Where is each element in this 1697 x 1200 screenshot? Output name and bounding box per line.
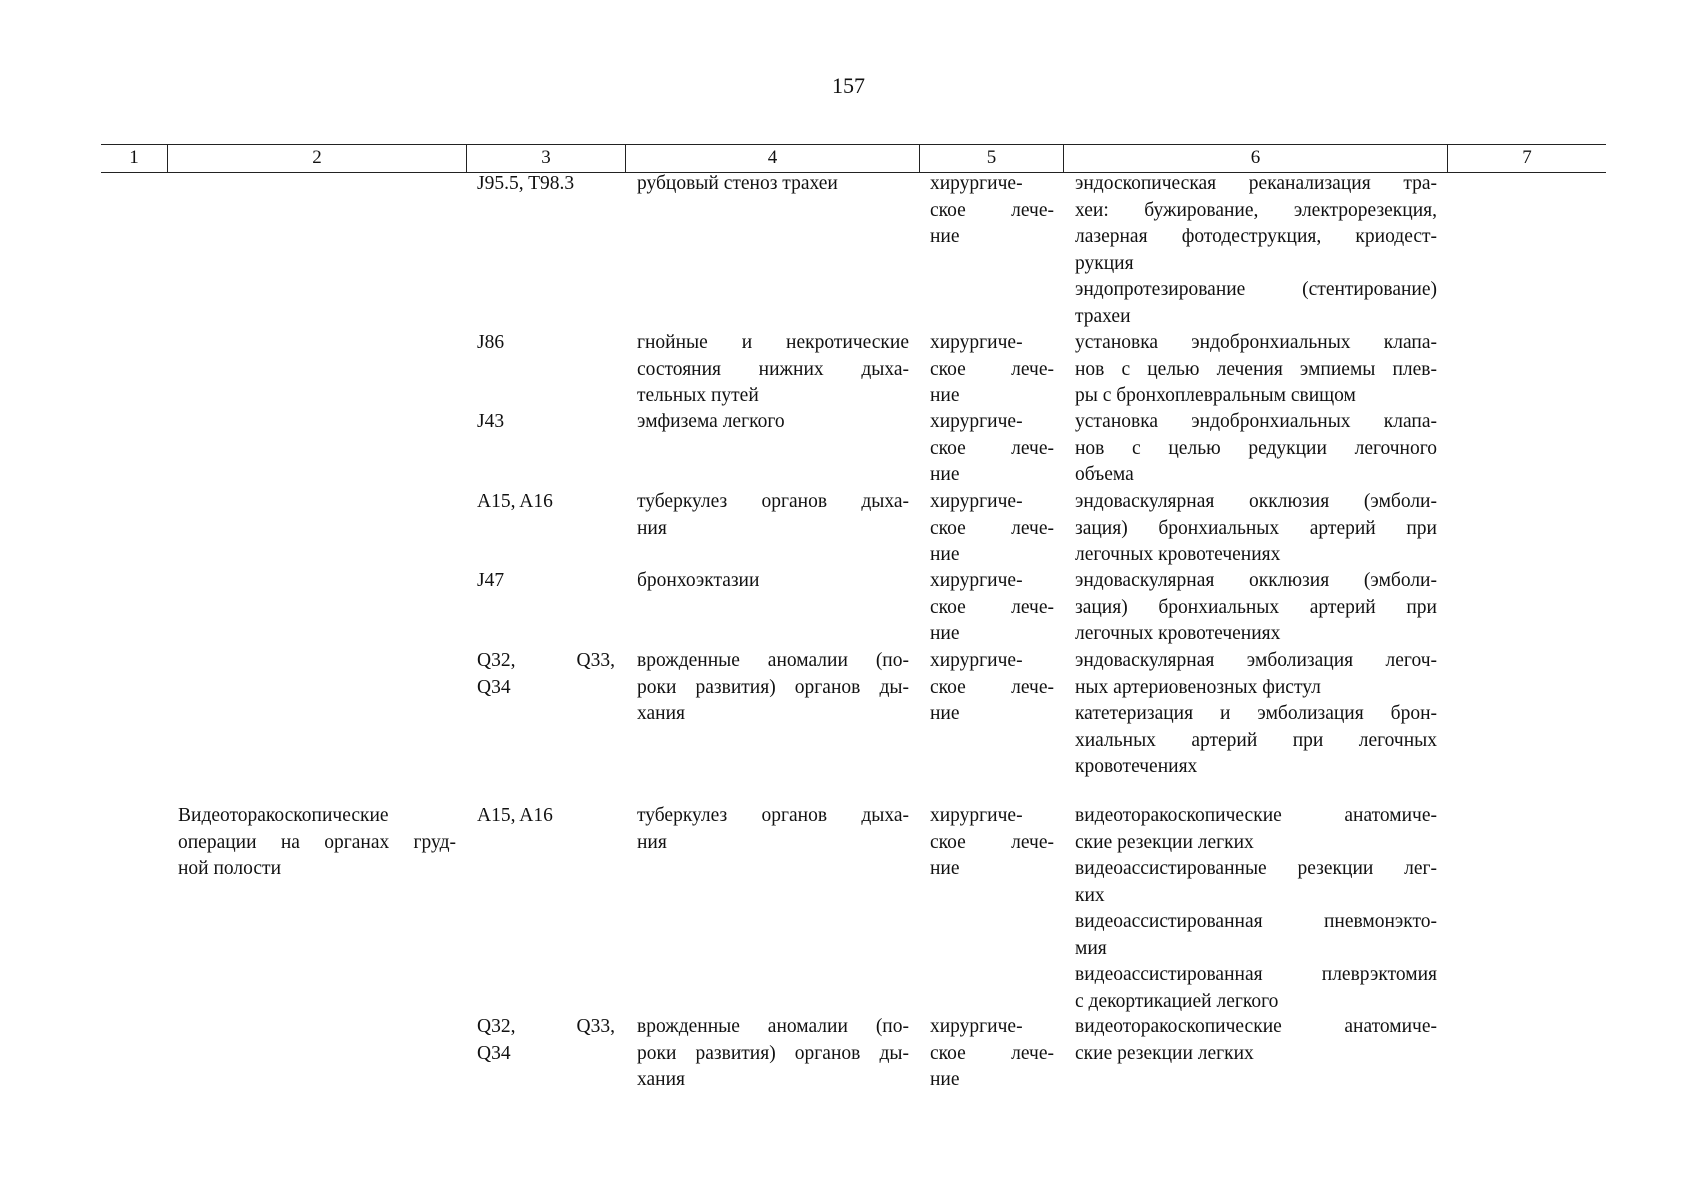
row-treatment-line: хирургиче- [930, 570, 1023, 591]
row-treatment-line: ское лече- [930, 517, 1054, 539]
row-condition [637, 330, 909, 410]
row-code-line: J95.5, T98.3 [477, 173, 575, 194]
row-condition [637, 409, 909, 436]
row-treatment-line: хирургиче- [930, 411, 1023, 432]
row-method-line: трахеи [1075, 305, 1131, 327]
header-col-6: 6 [1063, 145, 1447, 172]
row-code [477, 568, 615, 595]
row-treatment-line: хирургиче- [930, 491, 1023, 512]
row-treatment-line: ское лече- [930, 1042, 1054, 1064]
row-condition-line: ния [637, 517, 667, 539]
row-condition-line: бронхоэктазии [637, 570, 760, 591]
row-method-line: катетеризация и эмболизация брон- [1075, 703, 1437, 724]
row-method [1075, 409, 1437, 489]
row-method [1075, 568, 1437, 648]
row-condition-line: туберкулез органов дыха- [637, 491, 909, 512]
row-code-line: J47 [477, 570, 505, 591]
section-title-line: ной полости [178, 858, 282, 879]
row-code-line: J43 [477, 411, 505, 432]
row-code [477, 1014, 615, 1067]
row-method-line: ские резекции легких [1075, 1042, 1254, 1064]
row-method [1075, 803, 1437, 1015]
row-treatment [930, 171, 1054, 251]
row-method-line: установка эндобронхиальных клапа- [1075, 332, 1437, 353]
row-condition-line: эмфизема легкого [637, 411, 785, 432]
row-condition-line: роки развития) органов ды- [637, 676, 909, 698]
row-method-line: эндоваскулярная окклюзия (эмболи- [1075, 491, 1437, 512]
row-code [477, 330, 615, 357]
row-method-line: нов с целью редукции легочного [1075, 437, 1437, 459]
row-condition-line: врожденные аномалии (по- [637, 1016, 909, 1037]
row-treatment-line: ское лече- [930, 676, 1054, 698]
header-col-5: 5 [919, 145, 1063, 172]
row-condition [637, 648, 909, 728]
row-condition-line: тельных путей [637, 385, 759, 406]
row-condition [637, 1014, 909, 1094]
row-method-line: видеоассистированная плеврэктомия [1075, 964, 1437, 985]
row-treatment-line: ние [930, 1069, 960, 1090]
row-method-line: эндопротезирование (стентирование) [1075, 279, 1437, 300]
row-code [477, 489, 615, 516]
row-treatment-line: ское лече- [930, 596, 1054, 618]
row-method-line: легочных кровотечениях [1075, 544, 1281, 565]
row-treatment [930, 568, 1054, 648]
row-treatment-line: ское лече- [930, 358, 1054, 380]
row-condition-line: туберкулез органов дыха- [637, 805, 909, 826]
row-condition-line: роки развития) органов ды- [637, 1042, 909, 1064]
row-method-line: ных артериовенозных фистул [1075, 676, 1321, 698]
row-code-line: Q32, Q33, [477, 650, 615, 671]
row-method-line: нов с целью лечения эмпиемы плев- [1075, 358, 1437, 380]
row-treatment-line: хирургиче- [930, 173, 1023, 194]
row-condition-line: состояния нижних дыха- [637, 358, 909, 380]
row-method-line: эндоваскулярная окклюзия (эмболи- [1075, 570, 1437, 591]
page-number: 157 [832, 73, 865, 98]
row-treatment-line: ние [930, 385, 960, 406]
header-col-7: 7 [1447, 145, 1606, 172]
row-treatment-line: ние [930, 226, 960, 247]
row-condition-line: рубцовый стеноз трахеи [637, 173, 838, 194]
row-condition-line: хания [637, 703, 685, 724]
row-method-line: видеоассистированные резекции лег- [1075, 858, 1437, 879]
row-treatment-line: ское лече- [930, 199, 1054, 221]
row-condition-line: врожденные аномалии (по- [637, 650, 909, 671]
row-code-line: A15, A16 [477, 491, 553, 512]
section-title-line: Видеоторакоскопические [178, 805, 389, 826]
row-treatment [930, 409, 1054, 489]
row-treatment [930, 648, 1054, 728]
row-method-line: видеоторакоскопические анатомиче- [1075, 805, 1437, 826]
row-treatment-line: ние [930, 623, 960, 644]
row-condition [637, 489, 909, 542]
row-method-line: зация) бронхиальных артерий при [1075, 596, 1437, 618]
row-method-line: кровотечениях [1075, 756, 1198, 777]
header-col-1: 1 [129, 147, 139, 168]
row-treatment-line: хирургиче- [930, 805, 1023, 826]
row-condition [637, 803, 909, 856]
row-condition-line: ния [637, 831, 667, 853]
row-code-line: A15, A16 [477, 805, 553, 826]
section-title-line: операции на органах груд- [178, 831, 456, 853]
row-condition [637, 171, 909, 198]
row-treatment-line: ние [930, 464, 960, 485]
row-method [1075, 171, 1437, 330]
row-code-line: J86 [477, 332, 505, 353]
row-method [1075, 489, 1437, 569]
row-treatment-line: хирургиче- [930, 332, 1023, 353]
row-method-line: видеоассистированная пневмонэкто- [1075, 911, 1437, 932]
row-treatment-line: ское лече- [930, 831, 1054, 853]
row-method-line: ры с бронхоплевральным свищом [1075, 385, 1356, 406]
row-method-line: рукция [1075, 252, 1134, 274]
section-title [178, 803, 456, 883]
row-method-line: объема [1075, 464, 1134, 485]
row-condition [637, 568, 909, 595]
row-method-line: хиальных артерий при легочных [1075, 729, 1437, 751]
row-treatment-line: ние [930, 544, 960, 565]
header-col-4: 4 [625, 145, 919, 172]
row-treatment-line: хирургиче- [930, 1016, 1023, 1037]
row-code [477, 409, 615, 436]
row-condition-line: хания [637, 1069, 685, 1090]
row-method-line: ские резекции легких [1075, 831, 1254, 853]
row-treatment-line: хирургиче- [930, 650, 1023, 671]
row-method-line: легочных кровотечениях [1075, 623, 1281, 644]
row-treatment-line: ское лече- [930, 437, 1054, 459]
table-header [101, 144, 1606, 173]
row-code-line: Q32, Q33, [477, 1016, 615, 1037]
row-code [477, 648, 615, 701]
row-condition-line: гнойные и некротические [637, 332, 909, 353]
row-method-line: мия [1075, 937, 1107, 959]
row-treatment [930, 330, 1054, 410]
header-col-2: 2 [167, 145, 466, 172]
row-method-line: зация) бронхиальных артерий при [1075, 517, 1437, 539]
row-code-line: Q34 [477, 676, 511, 698]
row-method [1075, 330, 1437, 410]
row-method-line: хеи: бужирование, электрорезекция, [1075, 199, 1437, 221]
row-treatment-line: ние [930, 858, 960, 879]
row-method-line: лазерная фотодеструкция, криодест- [1075, 226, 1437, 247]
row-method-line: видеоторакоскопические анатомиче- [1075, 1016, 1437, 1037]
row-method-line: с декортикацией легкого [1075, 990, 1279, 1012]
row-code-line: Q34 [477, 1042, 511, 1064]
row-treatment-line: ние [930, 703, 960, 724]
row-method-line: эндоскопическая реканализация тра- [1075, 173, 1437, 194]
row-method [1075, 1014, 1437, 1067]
row-method-line: эндоваскулярная эмболизация легоч- [1075, 650, 1437, 671]
row-treatment [930, 489, 1054, 569]
header-col-3: 3 [466, 145, 625, 172]
row-method [1075, 648, 1437, 781]
row-method-line: ких [1075, 884, 1105, 906]
row-code [477, 803, 615, 830]
row-treatment [930, 1014, 1054, 1094]
row-code [477, 171, 615, 198]
row-treatment [930, 803, 1054, 883]
row-method-line: установка эндобронхиальных клапа- [1075, 411, 1437, 432]
